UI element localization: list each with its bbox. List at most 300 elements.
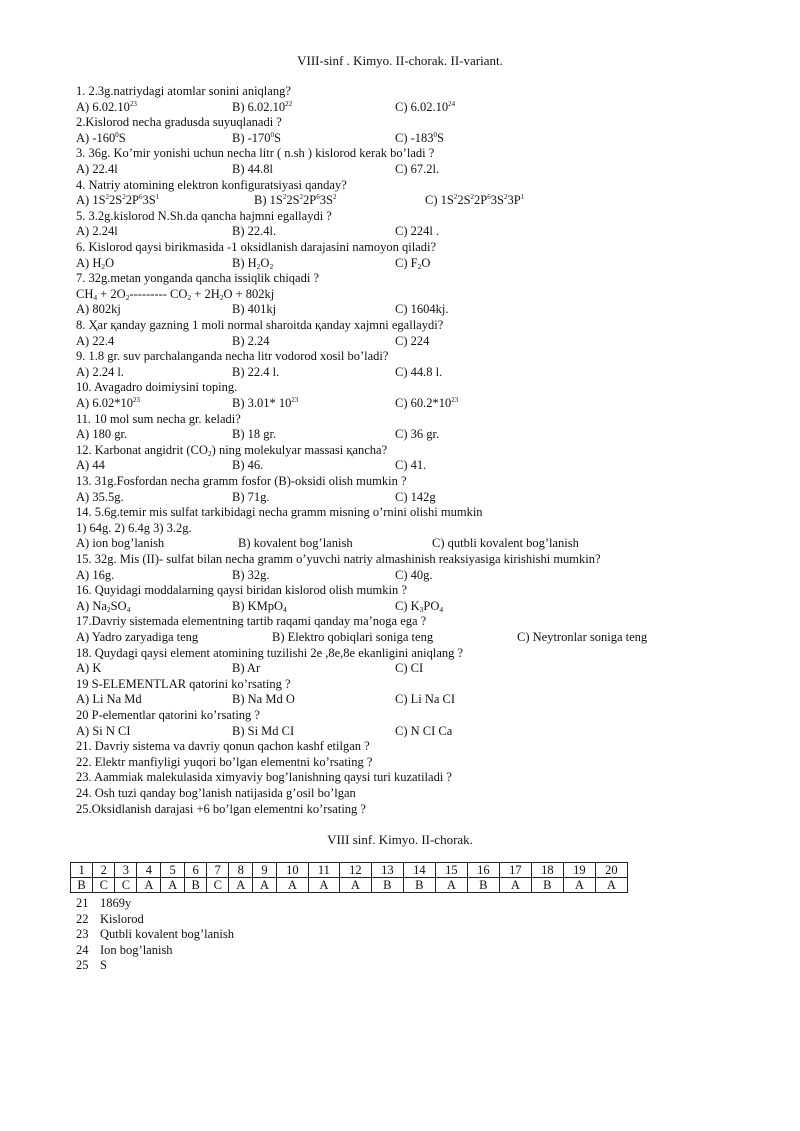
option-b (232, 256, 273, 272)
subscript: 2 (125, 292, 130, 302)
option-label: A) 22.4 (76, 333, 115, 348)
option-a (76, 162, 118, 178)
option-label: B) 32g. (232, 567, 270, 582)
option-b (232, 490, 270, 506)
option-text: 3S (142, 193, 156, 208)
question-20 (76, 708, 260, 724)
option-label: A) 180 gr. (76, 427, 128, 442)
option-label: B) 44.8l (232, 162, 273, 176)
superscript: 6 (138, 193, 143, 202)
open-answer-number: 25 (76, 958, 89, 973)
question-text: 4. Natriy atomining elektron konfiguratsiyasi qanday? (76, 177, 347, 192)
superscript: 2 (122, 193, 126, 202)
question-11 (76, 412, 241, 428)
subscript: 4 (283, 604, 287, 614)
open-answer (76, 943, 173, 959)
key-answer-cell: B (71, 878, 93, 893)
options-row (0, 334, 800, 350)
option-label: C) K (395, 598, 420, 613)
option-text: 2S (109, 193, 123, 208)
subscript: 2 (417, 261, 422, 271)
question-text: 1. 2.3g.natriydagi atomlar sonini aniqlang? (76, 84, 291, 98)
option-a (76, 131, 126, 147)
question-text: 23. Aammiak malekulasida ximyaviy bog’lanishning qaysi turi kuzatiladi ? (76, 770, 452, 785)
subscript: 2 (219, 292, 224, 302)
options-row (0, 724, 800, 740)
option-a (76, 193, 159, 209)
question-4 (76, 178, 347, 194)
superscript: 23 (451, 396, 459, 404)
question-text: 19 S-ELEMENTLAR qatorini ko’rsating ? (76, 676, 291, 691)
options-row (0, 256, 800, 272)
options-row (0, 427, 800, 443)
key-answer-cell: A (563, 878, 595, 893)
superscript: 23 (129, 99, 137, 108)
subscript: 2 (269, 261, 274, 271)
option-b (232, 396, 298, 412)
question-text: 20 P-elementlar qatorini ko’rsating ? (76, 708, 260, 722)
option-label: C) qutbli kovalent bog’lanish (432, 536, 579, 551)
subscript: 2 (187, 292, 192, 302)
key-answer-cell: B (531, 878, 563, 893)
option-label: A) Li Na Md (76, 692, 142, 707)
question-8 (76, 318, 443, 334)
open-answer-text: Ion bog’lanish (100, 942, 173, 957)
key-answer-cell: A (308, 878, 339, 893)
option-c (395, 724, 452, 740)
key-answer-cell: A (161, 878, 185, 893)
superscript: 0 (433, 130, 438, 139)
option-a (76, 365, 124, 381)
question-text: 24. Osh tuzi qanday bog’lanish natijasida g’osil bo’lgan (76, 786, 356, 800)
option-text: 3P (507, 193, 521, 208)
subscript: 4 (93, 292, 98, 302)
option-b (272, 630, 433, 646)
open-answer-text: 1869y (100, 896, 132, 910)
option-label: A) K (76, 661, 102, 676)
question-24 (76, 786, 356, 802)
equation-part: O + 802kj (223, 286, 275, 301)
option-c (395, 334, 429, 350)
option-label: C) N CI Ca (395, 723, 453, 738)
option-label: B) 71g. (232, 489, 270, 504)
option-c (395, 162, 439, 178)
open-answer-text: Qutbli kovalent bog’lanish (100, 927, 235, 942)
option-text: SO (110, 598, 127, 613)
key-number-cell: 17 (499, 863, 531, 878)
option-label: C) 1S (425, 193, 454, 208)
option-b (254, 193, 336, 209)
option-a (76, 224, 118, 240)
key-answer-cell: A (137, 878, 161, 893)
question-9 (76, 349, 388, 365)
option-a (76, 661, 101, 677)
option-label: C) 6.02.10 (395, 99, 449, 114)
question-text: 25.Oksidlanish darajasi +6 bo’lgan elementni ko’rsating ? (76, 801, 366, 816)
option-text: 3S (319, 193, 333, 208)
option-c (395, 302, 448, 318)
key-number-cell: 11 (308, 863, 339, 878)
question-7 (76, 271, 319, 287)
equation-part: CH (76, 286, 94, 301)
option-text: 2P (303, 193, 317, 208)
option-a (76, 568, 114, 584)
equation-part: --------- CO (129, 286, 188, 301)
option-label: B) Na Md O (232, 692, 295, 707)
subscript: 3 (419, 604, 424, 614)
option-label: A) 6.02.10 (76, 99, 130, 114)
option-label: B) 6.02.10 (232, 99, 286, 114)
question-23 (76, 770, 452, 786)
question-text: 8. Ҳar қanday gazning 1 moli normal sharoitda қanday xajmni egallaydi? (76, 318, 444, 332)
option-c (395, 100, 455, 116)
options-row (0, 100, 800, 116)
subscript: 2 (207, 448, 212, 458)
key-number-cell: 6 (185, 863, 207, 878)
options-row (0, 131, 800, 147)
question-5 (76, 209, 332, 225)
option-b (232, 661, 260, 677)
option-b (232, 334, 270, 350)
superscript: 2 (332, 193, 337, 202)
option-label: A) 16g. (76, 567, 115, 582)
option-label: A) Yadro zaryadiga teng (76, 630, 199, 644)
option-text: PO (423, 598, 440, 613)
option-label: B) kovalent bog’lanish (238, 536, 353, 551)
option-a (76, 599, 130, 615)
option-label: A) 2.24l (76, 224, 118, 239)
subscript: 4 (439, 604, 444, 614)
option-text: O (421, 255, 431, 270)
option-text: O (105, 255, 115, 270)
key-number-cell: 15 (435, 863, 467, 878)
question-text: 13. 31g.Fosfordan necha gramm fosfor (B)-oksidi olish mumkin ? (76, 474, 407, 488)
question-text: 12. Karbonat angidrit (CO (76, 442, 208, 457)
open-answer-number: 22 (76, 911, 89, 926)
key-answer-cell: A (339, 878, 371, 893)
option-label: C) 67.2l. (395, 162, 440, 176)
key-answer-cell: A (595, 878, 627, 893)
question-text: 18. Quydagi qaysi element atomining tuzilishi 2e ,8e,8e ekanligini aniqlang ? (76, 645, 464, 660)
question-17 (76, 614, 426, 630)
page-title: VIII-sinf . Kimyo. II-chorak. II-variant. (297, 53, 503, 68)
key-number-cell: 20 (595, 863, 627, 878)
option-c (395, 256, 430, 272)
option-label: C) F (395, 255, 418, 270)
option-text: S (274, 130, 281, 145)
question-14 (76, 505, 483, 521)
answer-key-answers-row (71, 878, 628, 893)
option-label: B) 3.01* 10 (232, 396, 292, 410)
option-a (76, 630, 198, 646)
option-label: C) 40g. (395, 567, 433, 582)
key-answer-cell: A (229, 878, 253, 893)
option-b (232, 599, 287, 615)
question-text: ) ning molekulyar massasi қancha? (211, 442, 388, 457)
option-text: 2S (286, 193, 300, 208)
option-label: A) Na (76, 598, 107, 613)
option-label: A) Si N CI (76, 723, 131, 738)
option-label: A) 44 (76, 458, 105, 473)
option-label: B) 46. (232, 458, 264, 473)
question-text: 7. 32g.metan yonganda qancha issiqlik chiqadi ? (76, 271, 319, 286)
option-label: B) 22.4l. (232, 224, 277, 239)
question-6 (76, 240, 436, 256)
question-10 (76, 380, 237, 396)
key-number-cell: 18 (531, 863, 563, 878)
question-22 (76, 755, 372, 771)
option-text: 2P (125, 193, 139, 208)
open-answer-number: 23 (76, 927, 89, 942)
reaction-equation (76, 287, 274, 303)
option-a (76, 724, 131, 740)
option-text: S (437, 130, 444, 145)
subscript: 4 (126, 604, 131, 614)
superscript: 23 (291, 396, 299, 404)
question-sub-options (76, 521, 192, 537)
options-row (0, 162, 800, 178)
options-row (0, 661, 800, 677)
key-answer-cell: B (403, 878, 435, 893)
option-label: C) 224l . (395, 224, 440, 239)
superscript: 1 (155, 193, 160, 202)
option-label: C) CI (395, 661, 424, 676)
superscript: 6 (487, 193, 491, 202)
option-b (238, 536, 353, 552)
open-answer-number: 21 (76, 896, 89, 910)
key-number-cell: 7 (207, 863, 229, 878)
question-2 (76, 115, 282, 131)
question-1 (76, 84, 291, 100)
option-label: B) Si Md CI (232, 723, 295, 738)
option-c (395, 661, 423, 677)
superscript: 0 (115, 130, 119, 139)
option-label: C) 41. (395, 458, 427, 473)
key-number-cell: 3 (115, 863, 137, 878)
option-b (232, 365, 279, 381)
option-c (395, 131, 444, 147)
open-answer (76, 912, 144, 928)
option-label: C) Neytronlar soniga teng (517, 630, 648, 644)
superscript: 6 (316, 193, 320, 202)
option-c (395, 599, 443, 615)
option-label: B) Ar (232, 661, 261, 676)
option-label: B) H (232, 255, 257, 270)
question-21 (76, 739, 370, 755)
option-label: C) 142g (395, 489, 436, 504)
options-row (0, 536, 800, 552)
key-number-cell: 1 (71, 863, 93, 878)
option-b (232, 458, 263, 474)
options-row (0, 396, 800, 412)
options-row (0, 692, 800, 708)
option-label: B) KMpO (232, 598, 284, 613)
superscript: 2 (105, 193, 110, 202)
option-a (76, 427, 127, 443)
option-label: C) 224 (395, 333, 430, 348)
option-label: A) 2.24 l. (76, 364, 124, 379)
option-label: B) 18 gr. (232, 427, 277, 442)
option-a (76, 256, 114, 272)
option-label: C) 44.8 l. (395, 364, 443, 379)
option-label: A) 802kj (76, 302, 121, 317)
open-answer (76, 958, 107, 974)
superscript: 2 (470, 193, 475, 202)
option-b (232, 302, 276, 318)
option-label: A) 35.5g. (76, 489, 124, 504)
key-number-cell: 14 (403, 863, 435, 878)
key-number-cell: 5 (161, 863, 185, 878)
option-a (76, 536, 164, 552)
question-19 (76, 677, 291, 693)
option-label: A) H (76, 255, 102, 270)
question-15 (76, 552, 601, 568)
option-a (76, 302, 121, 318)
option-label: B) 1S (254, 193, 283, 208)
question-16 (76, 583, 407, 599)
question-text: 14. 5.6g.temir mis sulfat tarkibidagi necha gramm misning o’rnini olishi mumkin (76, 505, 483, 520)
key-answer-cell: C (93, 878, 115, 893)
question-text: 3. 36g. Ko’mir yonishi uchun necha litr ( n.sh ) kislorod kerak bo’ladi ? (76, 146, 435, 161)
question-text: 16. Quyidagi moddalarning qaysi biridan kislorod olish mumkin ? (76, 583, 407, 598)
question-text: 1) 64g. 2) 6.4g 3) 3.2g. (76, 520, 192, 535)
key-number-cell: 10 (276, 863, 308, 878)
option-text: 2P (474, 193, 488, 208)
option-c (395, 396, 458, 412)
superscript: 2 (503, 193, 508, 202)
superscript: 23 (132, 396, 140, 404)
option-b (232, 724, 294, 740)
answer-key-title: VIII sinf. Kimyo. II-chorak. (327, 832, 473, 847)
option-a (76, 490, 124, 506)
key-number-cell: 16 (467, 863, 499, 878)
option-label: A) 1S (76, 193, 106, 208)
options-row (0, 365, 800, 381)
superscript: 0 (270, 130, 275, 139)
option-label: C) 1604kj. (395, 302, 449, 317)
key-answer-cell: C (115, 878, 137, 893)
open-answer (76, 927, 234, 943)
option-c (395, 458, 426, 474)
question-18 (76, 646, 463, 662)
option-label: A) 6.02*10 (76, 396, 133, 410)
question-text: 2.Kislorod necha gradusda suyuqlanadi ? (76, 115, 282, 130)
question-text: 5. 3.2g.kislorod N.Sh.da qancha hajmni egallaydi ? (76, 208, 332, 223)
option-a (76, 100, 137, 116)
key-answer-cell: A (499, 878, 531, 893)
option-text: S (118, 130, 126, 145)
question-text: 17.Davriy sistemada elementning tartib raqami qanday ma’noga ega ? (76, 614, 427, 629)
key-answer-cell: B (185, 878, 207, 893)
option-a (76, 458, 105, 474)
option-label: B) Elektro qobiqlari soniga teng (272, 630, 434, 644)
option-b (232, 427, 276, 443)
key-answer-cell: A (435, 878, 467, 893)
option-label: B) 401kj (232, 302, 277, 317)
superscript: 1 (520, 193, 525, 202)
key-answer-cell: A (276, 878, 308, 893)
open-answer-number: 24 (76, 942, 89, 957)
option-c (395, 568, 433, 584)
options-row (0, 224, 800, 240)
question-text: 22. Elektr manfiyligi yuqori bo’lgan elementni ko’rsating ? (76, 754, 373, 769)
option-label: A) ion bog’lanish (76, 536, 165, 551)
option-label: A) 22.4l (76, 162, 118, 176)
open-answer (76, 896, 131, 912)
equation-part: + 2H (191, 286, 220, 301)
subscript: 2 (256, 261, 261, 271)
option-c (395, 224, 439, 240)
option-label: B) 22.4 l. (232, 364, 280, 379)
option-text: 3S (490, 193, 504, 208)
options-row (0, 568, 800, 584)
question-12 (76, 443, 387, 459)
equation-part: + 2O (97, 286, 126, 301)
option-c (395, 490, 436, 506)
question-text: 10. Avagadro doimiysini toping. (76, 380, 238, 395)
key-answer-cell: A (253, 878, 277, 893)
option-b (232, 162, 273, 178)
subscript: 2 (106, 604, 111, 614)
option-a (76, 396, 140, 412)
option-c (395, 365, 442, 381)
option-c (517, 630, 647, 646)
key-number-cell: 8 (229, 863, 253, 878)
key-number-cell: 19 (563, 863, 595, 878)
answer-key-table (70, 862, 628, 893)
options-row (0, 458, 800, 474)
key-number-cell: 9 (253, 863, 277, 878)
open-answer-text: S (100, 958, 107, 973)
option-label: C) Li Na CI (395, 692, 456, 707)
option-c (432, 536, 579, 552)
option-label: C) 36 gr. (395, 427, 440, 442)
key-number-cell: 12 (339, 863, 371, 878)
question-text: 21. Davriy sistema va davriy qonun qachon kashf etilgan ? (76, 739, 370, 754)
option-a (76, 692, 142, 708)
option-b (232, 100, 292, 116)
options-row (0, 302, 800, 318)
option-b (232, 692, 295, 708)
open-answer-text: Kislorod (100, 911, 144, 926)
subscript: 2 (101, 261, 106, 271)
key-number-cell: 2 (93, 863, 115, 878)
option-a (76, 334, 114, 350)
superscript: 2 (299, 193, 304, 202)
option-label: A) -160 (76, 130, 116, 145)
option-label: B) 2.24 (232, 333, 270, 348)
option-text: 2S (457, 193, 471, 208)
key-number-cell: 13 (371, 863, 403, 878)
question-3 (76, 146, 434, 162)
option-label: B) -170 (232, 130, 271, 145)
question-text: 15. 32g. Mis (II)- sulfat bilan necha gramm o’yuvchi natriy almashinish reaksiyasiga kirishishi mumkin? (76, 552, 601, 566)
option-text: O (260, 255, 270, 270)
superscript: 22 (285, 99, 293, 108)
answer-key-numbers-row (71, 863, 628, 878)
option-b (232, 131, 281, 147)
options-row (0, 599, 800, 615)
superscript: 24 (448, 99, 456, 108)
question-text: 9. 1.8 gr. suv parchalanganda necha litr vodorod xosil bo’ladi? (76, 349, 389, 364)
key-answer-cell: B (467, 878, 499, 893)
key-answer-cell: B (371, 878, 403, 893)
option-label: C) -183 (395, 130, 434, 145)
superscript: 2 (453, 193, 458, 202)
options-row (0, 193, 800, 209)
option-c (395, 692, 455, 708)
options-row (0, 490, 800, 506)
